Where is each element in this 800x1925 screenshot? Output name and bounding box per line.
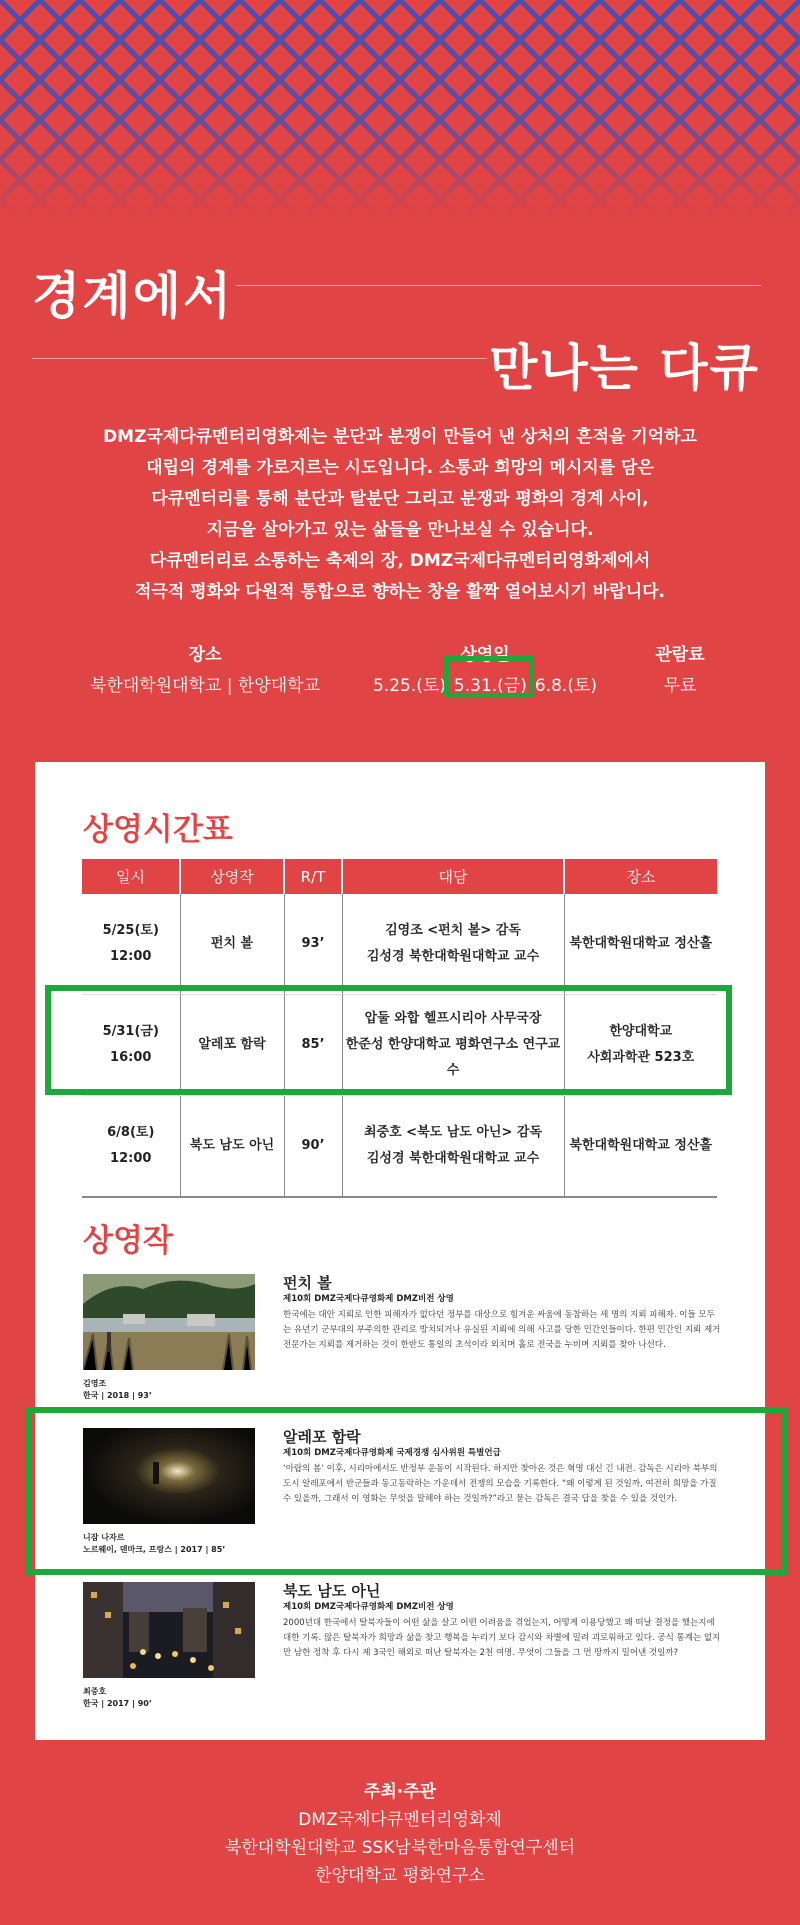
film-still-punchbowl xyxy=(83,1274,255,1370)
organizers-label: 주최·주관 xyxy=(363,1782,437,1802)
date-highlight-box xyxy=(444,656,534,698)
organizer-line: 한양대학교 평화연구소 xyxy=(315,1866,485,1886)
film-subtitle: 제10회 DMZ국제다큐영화제 DMZ비전 상영 xyxy=(283,1602,454,1612)
intro-text: DMZ국제다큐멘터리영화제는 분단과 분쟁이 만들어 낸 상처의 흔적을 기억하고 대립의 경계를 가로지르는 시도입니다. 소통과 희망의 메시지를 담은 다큐멘터리를 통해 분단과 탈분단 그리고 분쟁과 평화의 경계 사이, 지금을 살아가고 있는 삶들을 만나보실 수 있습니다. 다큐멘터리로 소통하는 축제의 장, DMZ국제다큐멘터리영화제에서 적극적 평화와 다원적 통합으로 향하는 창을 활짝 열어보시기 바랍니다. xyxy=(103,427,697,602)
organizer-line: DMZ국제다큐멘터리영화제 xyxy=(298,1810,502,1830)
table-row: 5/25(토) 12:00 펀치 볼 93’ 김영조 <펀치 볼> 감독 김성경 북한대학원대학교 교수 북한대학원대학교 정산홀 xyxy=(82,894,717,995)
dates-info: 상영일 5.25.(토) 5.31.(금) 6.8.(토) xyxy=(372,645,598,696)
organizers xyxy=(0,1778,800,1890)
film-meta: 한국 | 2018 | 93’ xyxy=(83,1391,152,1400)
film-still-neither xyxy=(83,1582,255,1678)
film-title: 펀치 볼 xyxy=(283,1274,332,1292)
schedule-row-highlight-box xyxy=(45,985,732,1095)
film-meta: 한국 | 2017 | 90’ xyxy=(83,1699,152,1708)
film-highlight-box xyxy=(25,1407,788,1575)
film-director: 최중호 xyxy=(83,1687,107,1696)
film-description: 2000년대 한국에서 탈북자들이 어떤 삶을 살고 어떤 어려움을 겪었는지, 어떻게 이용당했고 왜 떠날 결정을 했는지에 대한 기록. 많은 탈북자가 희망과 삶을 찾고 행복을 누리기 보다 감시와 차별에 밀려 괴로워하고 있다. 공식 통계는 없지만 남한 정착 후 다시 제 3국인 해외로 떠난 탈북자는 2천 여명. 무엇이 그들을 그 먼 땅까지 밀어낸 것일까? xyxy=(283,1618,721,1658)
title-rule-1 xyxy=(236,285,761,286)
film-director: 니잠 나자르 xyxy=(83,1533,125,1542)
content-card xyxy=(35,762,765,1740)
date-2: 5.31.(금) xyxy=(453,676,527,696)
fee-info: 관람료 무료 xyxy=(655,645,705,696)
film-title: 알레포 함락 xyxy=(283,1428,361,1446)
film-description: 한국에는 대안 지뢰로 인한 피해자가 없다던 정부를 대상으로 힘겨운 싸움에 동참하는 세 명의 지뢰 피해자. 이들 모두는 유년기 군부대의 부주의한 관리로 방치되거나 유실된 지뢰에 의해 사고를 당한 민간인들이다. 한편 민간인 지뢰 제거 전문가는 지뢰를 제거하는 것이 한반도 통일의 초석이라 외치며 홀로 전국을 누비며 지뢰를 찾아 나선다. xyxy=(283,1310,721,1350)
date-3: 6.8.(토) xyxy=(534,676,598,696)
film-item-neither-north-nor-south xyxy=(83,1582,723,1722)
film-description: ‘아랍의 봄’ 이후, 시리아에서도 반정부 운동이 시작된다. 하지만 찾아온 것은 혁명 대신 긴 내전. 감독은 시리아 북부의 도시 알레포에서 반군들과 동고동락하는 가운데서 전쟁의 모습을 기록한다. “왜 이렇게 된 것일까, 여전히 희망을 가질 수 있을까, 그래서 이 영화는 무엇을 말해야 하는 것일까?”라고 묻는 감독은 결국 답을 찾을 수 있을 것인가. xyxy=(283,1464,718,1504)
film-subtitle: 제10회 DMZ국제다큐영화제 국제경쟁 심사위원 특별언급 xyxy=(283,1448,501,1458)
title-line-2: 만나는 다큐 xyxy=(489,339,760,397)
schedule-title: 상영시간표 xyxy=(83,812,233,848)
schedule-header: 일시 상영작 R/T 대담 장소 xyxy=(82,859,717,894)
film-director: 김영조 xyxy=(83,1379,107,1388)
table-row: 6/8(토) 12:00 북도 남도 아닌 90’ 최중호 <북도 남도 아닌> 감독 김성경 북한대학원대학교 교수 북한대학원대학교 정산홀 xyxy=(82,1096,717,1198)
film-item-punchbowl xyxy=(83,1274,723,1404)
film-title: 북도 남도 아닌 xyxy=(283,1582,381,1600)
film-meta: 노르웨이, 덴마크, 프랑스 | 2017 | 85’ xyxy=(83,1545,226,1554)
table-row: 5/31(금) 16:00 알레포 함락 85’ 압둘 와합 헬프시리아 사무국장 한준성 한양대학교 평화연구소 연구교수 한양대학교 사회과학관 523호 xyxy=(82,995,717,1096)
lattice-pattern xyxy=(0,0,800,215)
films-title: 상영작 xyxy=(83,1223,173,1259)
venue-info: 장소 북한대학원대학교 | 한양대학교 xyxy=(89,645,321,696)
title-line-1: 경계에서 xyxy=(32,267,234,325)
date-1: 5.25.(토) xyxy=(372,676,446,696)
film-subtitle: 제10회 DMZ국제다큐영화제 DMZ비전 상영 xyxy=(283,1294,454,1304)
organizer-line: 북한대학원대학교 SSK남북한마음통합연구센터 xyxy=(224,1838,576,1858)
